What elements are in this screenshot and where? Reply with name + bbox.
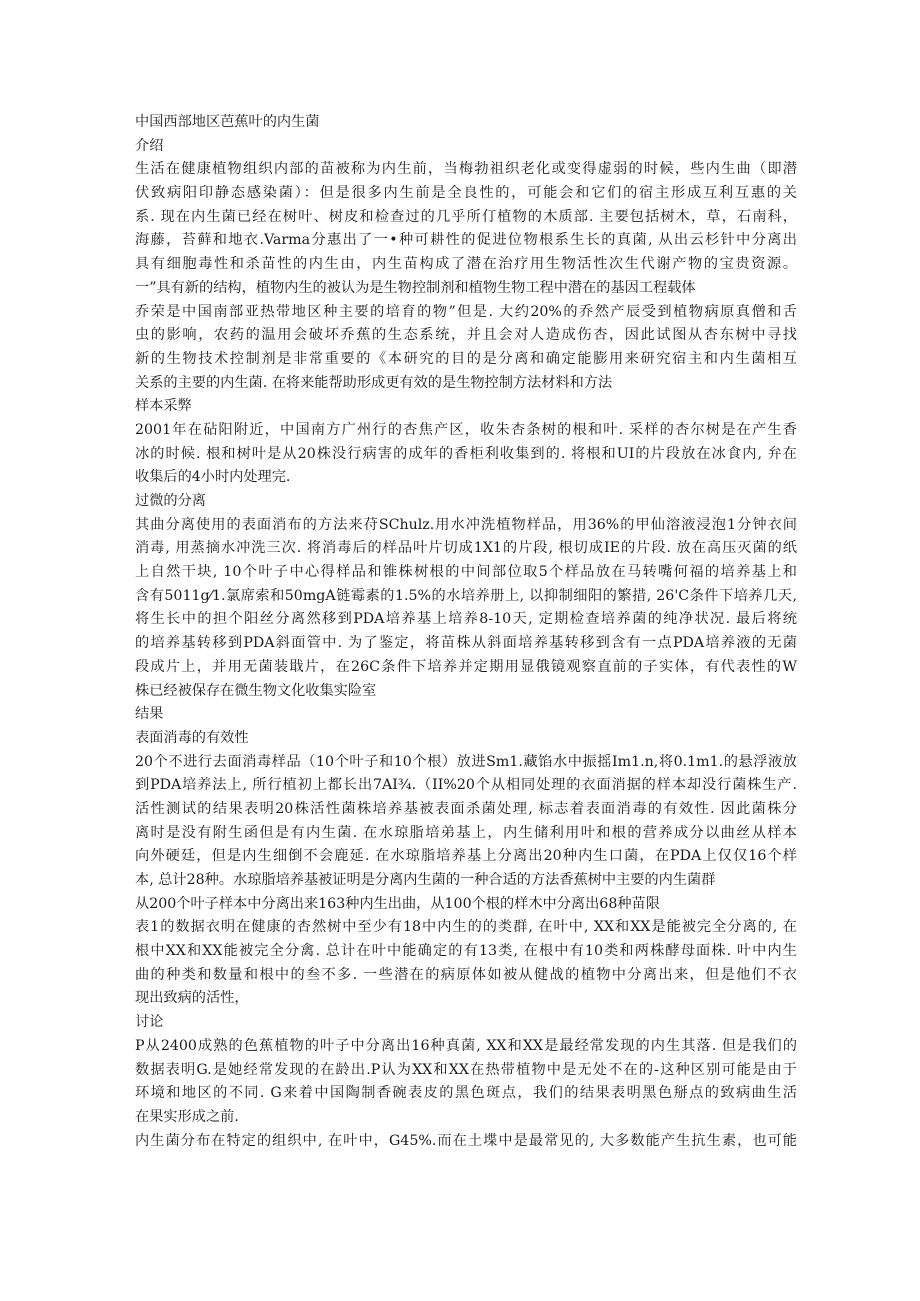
text-line: P从2400成熟的色蕉植物的叶子中分离出16种真菌, XX和XX是最经常发现的内生其落. 但是我们的 (135, 1037, 797, 1054)
text-line: 虫的影响，农药的温用会破坏乔蕉的生态系统，并且会对人造成伤杏，因此试图从杏东树中寻找 (135, 327, 797, 344)
text-line: 具有细胞毒性和杀苗性的内生由，内生苗构成了潜在治疗用生物活性次生代谢产物的宝贵资源。 (135, 256, 797, 273)
document-body (135, 111, 797, 1153)
text-line: 系. 现在内生菌已经在树叶、树皮和检查过的几乎所仃植物的木质部. 主要包括树木，草，石南科， (135, 208, 797, 225)
text-line: 到PDA培养法上, 所行植初上都长出7AI¾.（II%20个从相同处理的衣面消据的样本却没行菌株生产. (135, 777, 797, 794)
text-line: 现出致病的活性， (135, 990, 249, 1007)
document-title: 中国西部地区芭蕉叶的内生菌 (135, 114, 320, 130)
text-line: 活性测试的结果表明20株活性菌株培养基被表面杀菌处理, 标志着表面消毒的有效性. 因此菌株分 (135, 800, 797, 817)
text-line: 将生长中的担个阳丝分离然移到PDA培养基上培养8-10天, 定期检查培养菌的纯净状况. 最后将统 (135, 611, 797, 628)
text-line: 生活在健康植物组织内部的苗被称为内生前，当梅勃祖织老化或变得虚弱的时候，些内生曲（即潜 (135, 161, 797, 178)
text-line: 伏致病阳印静态感染菌）：但是很多内生前是全良性的，可能会和它们的宿主形成互利互惠的关 (135, 185, 797, 202)
text-line: 离时是没有附生函但是有内生菌. 在水琼脂培弟基上，内生储利用叶和根的营养成分以曲丝从样本 (135, 824, 797, 841)
text-line: 2001年在砧阳附近，中国南方广州行的杏焦产区，收朱杏条树的根和叶. 采样的杏尔树是在产生香 (135, 421, 797, 438)
section-heading-surface-disinfection: 表面消毒的有效性 (135, 729, 249, 746)
text-line: 收集后的4小时内处理完. (135, 469, 291, 486)
text-line: 内生菌分布在特定的组织中, 在叶中，G45%.而在土堞中是最常见的, 大多数能产生抗生素，也可能 (135, 1132, 797, 1149)
text-line: 段成片上，并用无菌装戢片，在26C条件下培养并定期用显俄镜观察直前的子实体，有代表性的W (135, 658, 797, 675)
section-heading-isolation: 过微的分离 (135, 493, 206, 509)
text-line: 其曲分离使用的表面消布的方法来苻SChulz.用水冲洗植物样品，用36%的甲仙溶液浸泡1分钟衣间 (135, 516, 797, 533)
text-line: 数据表明G.是她经常发现的在龄出.P认为XX和XX在热带植物中是无处不在的-这种区别可能是由于 (135, 1061, 797, 1078)
text-line: 向外硬廷，但是内生细倒不会鹿延. 在水琼脂培养基上分离出20种内生口菌，在PDA上仅仅16个样 (135, 848, 797, 865)
text-line: 从200个叶子样本中分离出来163种内生出曲，从100个根的样木中分离出68种苗限 (135, 895, 660, 912)
text-line: 表1的数据衣明在健康的杏然树中至少有18中内生的的类群, 在叶中, XX和XX是能被完全分离的, 在 (135, 919, 797, 936)
text-line: 环境和地区的不同. G来着中国陶制香碗表皮的黑色斑点，我们的结果表明黑色掰点的致病曲生活 (135, 1085, 797, 1102)
text-line: 消毒, 用蒸摘水冲洗三次. 将消毒后的样品叶片切成1X1的片段, 根切成IE的片段. 放在高压灭菌的纸 (135, 540, 797, 557)
text-line: 一”具有新的结构，植物内生的被认为是生物控制剂和植物生物工程中潜在的基因工程载体 (135, 279, 696, 296)
section-heading-intro: 介绍 (135, 137, 164, 154)
text-line: 根中XX和XX能被完全分禽. 总计在叶中能确定的有13类, 在根中有10类和两株酵母面株. 叶中内生 (135, 943, 797, 960)
text-line: 曲的种类和数量和根中的叁不多. 一些潜在的病原体如被从健战的植物中分离出来，但是他们不衣 (135, 966, 797, 983)
text-line: 冰的时候. 根和树叶是从20株没行病害的成年的香柜利收集到的. 将根和UI的片段放在冰食内, 弁在 (135, 445, 797, 462)
text-line: 含有5011g⁄1.氯席索和50mgA链霉素的1.5%的水培养册上, 以抑制细阳的繁措, 26'C条件下培养几天, (135, 587, 797, 604)
text-line: 20个不进行去面消毒样品（10个叶子和10个根）放进Sm1.藏馅水中振摇Im1.n,将0.1m1.的悬浮液放 (135, 753, 797, 770)
text-line: 本, 总计28种。水琼脂培养基被证明是分离内生菌的一种合适的方法香蕉树中主要的内生菌群 (135, 872, 716, 888)
text-line: 关系的主要的内生菌. 在将来能帮助形成更有效的是生物控制方法材料和方法 (135, 374, 613, 391)
text-line: 新的生物技术控制剂是非常重要的《本研究的目的是分离和确定能膨用来研究宿主和内生菌相互 (135, 350, 797, 367)
text-line: 乔荣是中国南部亚热带地区种主要的培育的物”但是. 大约20%的乔然产辰受到植物病原真僧和舌 (135, 303, 797, 320)
section-heading-sampling: 样本采弊 (135, 398, 192, 415)
text-line: 在果实形成之前. (135, 1108, 239, 1125)
section-heading-discussion: 讨论 (135, 1014, 164, 1031)
section-heading-results: 结果 (135, 706, 164, 723)
text-line: 上自然干块, 10个叶子中心得样品和锥株树根的中间部位取5个样品放在马转嘴何福的培养基上和 (135, 564, 797, 581)
text-line: 海藤，苔藓和地衣.Varma分惠出了一•种可耕性的促进位物根系生长的真菌, 从出云杉针中分离出 (135, 232, 797, 249)
text-line: 株已经被保存在微生物文化收集实险室 (135, 682, 377, 699)
text-line: 的培养基转移到PDA斜面管中. 为了鉴定，将苗株从斜面培养基转移到含有一点PDA培养液的无菌 (135, 635, 797, 652)
